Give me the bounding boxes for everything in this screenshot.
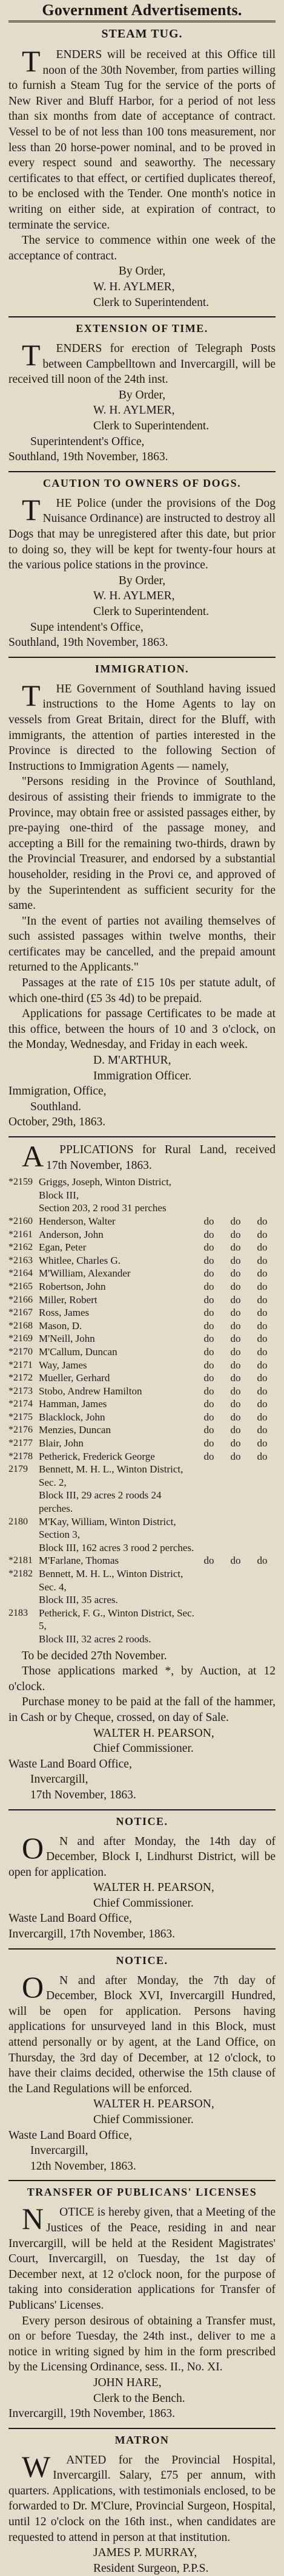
applicant-text: Ross, James [39,1307,90,1319]
table-row [8,1345,276,1359]
applicant-text: Robertson, John [39,1280,106,1292]
table-row [8,1176,276,1202]
applicant-text: Mueller, Gerhard [39,1372,110,1384]
ditto-cell [222,1567,249,1593]
applicant-text: Bennett, M. H. L., Winton District, Sec. 4, [39,1568,183,1593]
immigration-office: Immigration, Office, [8,1085,107,1098]
application-number: *2164 [8,1268,33,1279]
applicant-text: Whitlee, Charles G. [39,1254,121,1266]
ditto-cell: do [203,1372,214,1384]
table-row [8,1423,276,1437]
ditto-cell: do [230,1372,241,1384]
ditto-cell: do [257,1307,268,1319]
table-row [8,1385,276,1398]
notice-2-place: Invercargill, [30,2144,88,2158]
dogs-by-order: By Order, [118,574,166,587]
notice-2-heading: NOTICE. [116,1954,168,1966]
ditto-cell: do [203,1307,214,1319]
dogs-body: THE Police (under the provisions of the Dog Nuisance Ordinance) are instructed to destroy all Dogs that may be unregistered after this date, but prior to doing so, they will be kept for twenty-four hours at the various police stations in the province. [8,492,276,572]
immigration-paragraph-2: "Persons residing in the Province of Southland, desirous of assisting their friends to immigrate to the Province, may obtain free or assisted passages either, by pre-paying one-third of the passage money, and accepting a Bill for the remaining two-thirds, drawn by the Provincial Treasurer, and endorsed by a substantial householder, residing in the Provi ce, and approved of by the Superintendent as sufficient security for the same. [8,775,276,912]
ditto-cell: do [230,1398,241,1410]
application-number: *2166 [8,1294,33,1305]
ditto-cell: do [257,1267,268,1280]
matron-body: WANTED for the Provincial Hospital, Invercargill. Salary, £75 per annum, with quarters. Applications, with testimonials enclosed, to be forwarded to Dr. M'Clure, Provincial Surgeon, Hospital, until 12 o'clock on the 16th inst., when candidates are requested to attend in person at that institution. [8,2449,276,2544]
immigration-paragraph-4: Passages at the rate of £15 10s per statute adult, of which one-third (£5 3s 4d) to be prepaid. [8,977,276,1005]
applicant-text: Blacklock, John [39,1411,105,1423]
ditto-cell: do [257,1254,268,1266]
ditto-cell [196,1607,222,1633]
table-row [8,1515,276,1541]
ditto-cell: do [203,1254,214,1266]
applicant-text: Miller, Robert [39,1293,97,1306]
application-number: *2169 [8,1333,33,1344]
matron-signatory-title: Resident Surgeon, P.P.S. [93,2561,209,2575]
notice-1-body: ON and after Monday, the 14th day of December, Block I, Lindhurst District, will be open for application. [8,1830,276,1879]
immigration-paragraph-5: Applications for passage Certificates to be made at this office, between the hours of 10 and 3 o'clock, on the Monday, Wednesday, and Friday in each week. [8,1007,276,1052]
steam-tug-body: TENDERS will be received at this Office till noon of the 30th November, from parties willing to furnish a Steam Tug for the service of the ports of New River and Bluff Harbor, for a period of not less than six months from date of acceptance of contract. Vessel to be of not less than 100 tons measurement, nor less than 20 horse-power nominal, and to be proved in every respect sound and seaworthy. The necessary certificates to that effect, or certified duplicates thereof, to be enclosed with the Tender. One month's notice in writing on either side, at expiration of contract, to terminate the service. [8,44,276,232]
rural-land-signatory: WALTER H. PEARSON, [93,1726,214,1740]
ditto-cell: do [230,1319,241,1332]
ditto-cell: do [203,1398,214,1410]
rural-land-office: Waste Land Board Office, [8,1757,132,1771]
dogs-heading: CAUTION TO OWNERS OF DOGS. [42,476,242,489]
rural-land-advertisement [8,1139,276,1803]
table-row [8,1607,276,1633]
table-row [8,1567,276,1593]
application-number: *2172 [8,1373,33,1384]
notice-1-signatory-title: Chief Commissioner. [93,1896,194,1910]
ditto-cell [249,1607,276,1633]
publicans-date: Invercargill, 19th November, 1863. [8,2407,176,2421]
notice-lindhurst [8,1815,276,1942]
ditto-cell: do [230,1215,241,1227]
table-row [8,1228,276,1241]
ditto-cell: do [230,1267,241,1280]
application-number: *2163 [8,1255,33,1266]
immigration-paragraph-1: THE Government of Southland having issued instructions to the Home Agents to lay on vessels from Great Britain, direct for the Bluff, with immigrants, the attention of parties interested in the Province is directed to the following Section of Instructions to Immigration Agents — namely, [8,678,276,773]
notice-2-signatory: WALTER H. PEARSON, [93,2098,214,2111]
matron-heading: MATRON [114,2433,170,2446]
table-row [8,1293,276,1307]
notice-invercargill-hundred [8,1954,276,2174]
extension-body: TENDERS for erection of Telegraph Posts between Campbelltown and Invercargill, will be received till noon of the 24th inst. [8,338,276,386]
application-number: *2170 [8,1346,33,1357]
notice-1-office: Waste Land Board Office, [8,1912,132,1925]
extension-of-time-advertisement [8,322,276,465]
table-row [8,1359,276,1372]
ditto-cell: do [257,1215,268,1227]
ditto-cell: do [230,1241,241,1254]
ditto-cell: do [230,1307,241,1319]
immigration-paragraph-3: "In the event of parties not availing themselves of such assisted passages within twelve months, their certificates may be cancelled, and the prepaid amount returned to the Applicants." [8,914,276,974]
ditto-cell: do [203,1385,214,1397]
table-row [8,1306,276,1319]
ditto-cell: do [203,1450,214,1462]
ditto-cell: do [230,1437,241,1449]
applicant-text: Way, James [39,1359,87,1371]
publicans-signatory-title: Clerk to the Bench. [93,2392,185,2405]
dogs-signatory-title: Clerk to Superintendent. [93,605,210,618]
ditto-cell: do [203,1555,214,1567]
divider [8,1809,276,1810]
ditto-cell: do [257,1437,268,1449]
applicant-text: Menzies, Duncan [39,1424,111,1436]
table-row [8,1541,276,1555]
application-number: *2161 [8,1229,33,1240]
applicant-text: Petherick, F. G., Winton District, Sec. 5, [39,1607,194,1632]
table-row [8,1241,276,1254]
applicant-text: Egan, Peter [39,1241,87,1254]
ditto-cell [222,1202,249,1215]
application-number: *2175 [8,1411,33,1422]
rural-land-auction-note: Those applications marked *, by Auction, at 12 o'clock. [8,1665,276,1693]
applicant-text: M'Farlane, Thomas [39,1555,119,1567]
applicant-text: Blair, John [39,1437,84,1449]
ditto-cell: do [257,1372,268,1384]
notice-1-signatory: WALTER H. PEARSON, [93,1881,214,1895]
notice-2-date: 12th November, 1863. [30,2159,136,2173]
applicant-text: M'William, Alexander [39,1267,131,1280]
applicant-text: Hamman, James [39,1398,107,1410]
table-row [8,1593,276,1607]
ditto-cell: do [230,1345,241,1358]
extension-date: Southland, 19th November, 1863. [8,450,168,464]
application-number: *2168 [8,1320,33,1331]
notice-2-signatory-title: Chief Commissioner. [93,2113,194,2126]
table-row [8,1450,276,1463]
ditto-cell: do [203,1319,214,1332]
dogs-date: Southland, 19th November, 1863. [8,636,168,649]
application-number [8,1202,39,1215]
ditto-cell: do [257,1293,268,1306]
steam-tug-signatory-title: Clerk to Superintendent. [93,296,210,309]
ditto-cell [249,1463,276,1489]
immigration-advertisement [8,663,276,1130]
immigration-signatory-title: Immigration Officer. [93,1069,192,1082]
ditto-cell [249,1489,276,1515]
applicant-text: Section 203, 2 rood 31 perches [39,1202,167,1214]
applicant-text: Block III, 162 acres 3 rood 2 perches. [39,1541,194,1553]
table-row [8,1254,276,1267]
publicans-licenses-advertisement [8,2186,276,2421]
divider [8,2180,276,2181]
ditto-cell [222,1463,249,1489]
ditto-cell: do [203,1345,214,1358]
ditto-cell [249,1567,276,1593]
ditto-cell [196,1489,222,1515]
applicant-text: Henderson, Walter [39,1215,116,1227]
ditto-cell: do [257,1319,268,1332]
extension-office: Superintendent's Office, [30,435,145,448]
application-number: *2160 [8,1215,33,1226]
applicant-text: Anderson, John [39,1228,104,1240]
table-row [8,1489,276,1515]
ditto-cell [196,1176,222,1202]
ditto-cell: do [230,1293,241,1306]
application-number: *2173 [8,1385,33,1396]
applicant-text: M'Neill, John [39,1333,95,1345]
application-number: *2178 [8,1451,33,1462]
ditto-cell: do [203,1359,214,1371]
ditto-cell: do [257,1424,268,1436]
rural-land-decision-date: To be decided 27th November. [22,1649,167,1662]
ditto-cell: do [203,1215,214,1227]
application-number: *2159 [8,1177,33,1188]
divider [8,1136,276,1137]
ditto-cell: do [257,1345,268,1358]
applicant-text: Stobo, Andrew Hamilton [39,1385,142,1397]
application-number [8,1593,39,1607]
ditto-cell [222,1489,249,1515]
ditto-cell: do [257,1241,268,1254]
table-row [8,1554,276,1567]
government-advertisements-page [8,0,276,2576]
ditto-cell: do [203,1333,214,1345]
ditto-cell: do [203,1293,214,1306]
table-row [8,1202,276,1215]
applicant-text: Block III, 35 acres. [39,1594,118,1606]
ditto-cell [222,1515,249,1541]
matron-advertisement [8,2434,276,2576]
ditto-cell: do [203,1241,214,1254]
ditto-cell: do [230,1280,241,1292]
application-number [8,1633,39,1646]
divider [8,657,276,658]
notice-1-heading: NOTICE. [116,1815,168,1827]
ditto-cell: do [230,1450,241,1462]
notice-2-office: Waste Land Board Office, [8,2129,132,2142]
ditto-cell: do [230,1333,241,1345]
immigration-heading: IMMIGRATION. [94,662,190,675]
application-number: 2180 [8,1516,28,1527]
applicant-text: Bennett, M. H. L., Winton District, Sec. 2, [39,1463,183,1488]
applicant-text: Block III, 32 acres 2 roods. [39,1633,151,1645]
ditto-cell [196,1515,222,1541]
ditto-cell [249,1202,276,1215]
table-row [8,1371,276,1385]
steam-tug-by-order: By Order, [118,265,166,278]
dogs-advertisement [8,477,276,651]
ditto-cell: do [230,1385,241,1397]
divider [8,316,276,317]
ditto-cell: do [230,1555,241,1567]
ditto-cell: do [230,1424,241,1436]
steam-tug-heading: STEAM TUG. [101,27,183,41]
steam-tug-body-2: The service to commence within one week of the acceptance of contract. [8,234,276,262]
notice-2-body: ON and after Monday, the 7th day of December, Block XVI, Invercargill Hundred, will be open for application. Persons having applications for unsurveyed land in this Block, must attend personally or by agent, at the Land Office, on Thursday, the 3rd day of December, at 12 o'clock, to have their claims decided, otherwise the 15th clause of the Land Regulations will be enforced. [8,1969,276,2095]
table-row [8,1463,276,1489]
ditto-cell: do [203,1280,214,1292]
table-row [8,1267,276,1280]
ditto-cell [249,1593,276,1607]
application-number: *2171 [8,1359,33,1370]
publicans-signatory: JOHN HARE, [93,2376,162,2389]
application-number: *2162 [8,1242,33,1253]
table-row [8,1633,276,1646]
ditto-cell [249,1515,276,1541]
application-number [8,1489,39,1515]
applicant-text: M'Kay, William, Winton District, Section 3, [39,1515,176,1541]
table-row [8,1280,276,1293]
ditto-cell [249,1541,276,1555]
ditto-cell: do [230,1254,241,1266]
ditto-cell [222,1176,249,1202]
publicans-paragraph-2: Every person desirous of obtaining a Transfer must, on or before Tuesday, the 24th inst., deliver to me a notice in writing signed by him in the form prescribed by the Licensing Ordinance, sess. II., No. XI. [8,2314,276,2374]
ditto-cell: do [257,1411,268,1423]
page-title: Government Advertisements. [42,1,242,19]
title-rule [8,21,276,22]
application-number: *2174 [8,1399,33,1410]
ditto-cell [196,1463,222,1489]
dogs-office: Supe intendent's Office, [30,620,144,634]
immigration-signatory: D. M'ARTHUR, [93,1054,171,1067]
applicant-text: Mason, D. [39,1319,82,1332]
ditto-cell: do [257,1555,268,1567]
steam-tug-signatory: W. H. AYLMER, [93,280,175,293]
steam-tug-advertisement [8,27,276,310]
ditto-cell [196,1593,222,1607]
application-number: *2177 [8,1438,33,1449]
publicans-paragraph-1: NOTICE is hereby given, that a Meeting of the Justices of the Peace, residing in and near Invercargill, will be held at the Resident Magistrates' Court, Invercargill, on Tuesday, the 1st day of December next, at 12 o'clock noon, for the purpose of taking into consideration applications for Transfer of Publicans' Licenses. [8,2202,276,2312]
divider [8,1948,276,1950]
ditto-cell: do [257,1228,268,1240]
divider [8,2428,276,2429]
ditto-cell: do [257,1280,268,1292]
application-number: *2182 [8,1569,33,1579]
ditto-cell [196,1633,222,1646]
dogs-signatory: W. H. AYLMER, [93,590,175,603]
ditto-cell [222,1607,249,1633]
application-number: *2181 [8,1555,33,1566]
ditto-cell: do [257,1385,268,1397]
application-number: *2176 [8,1425,33,1436]
application-number [8,1541,39,1555]
extension-heading: EXTENSION OF TIME. [76,322,208,335]
applicant-text: Griggs, Joseph, Winton District, Block III, [39,1176,172,1201]
publicans-heading: TRANSFER OF PUBLICANS' LICENSES [27,2186,257,2199]
rural-land-intro: APPLICATIONS for Rural Land, received 17th November, 1863. [22,1139,276,1173]
table-row [8,1397,276,1411]
ditto-cell [222,1541,249,1555]
ditto-cell: do [257,1450,268,1462]
extension-signatory-title: Clerk to Superintendent. [93,420,210,433]
ditto-cell: do [257,1398,268,1410]
ditto-cell [222,1593,249,1607]
ditto-cell [249,1633,276,1646]
rural-land-place: Invercargill, [30,1773,88,1786]
immigration-date: October, 29th, 1863. [8,1116,106,1129]
ditto-cell: do [203,1437,214,1449]
ditto-cell: do [257,1359,268,1371]
applicant-text: M'Callum, Duncan [39,1345,117,1358]
ditto-cell: do [230,1359,241,1371]
ditto-cell [196,1567,222,1593]
rural-land-applications-table [8,1176,276,1645]
table-row [8,1215,276,1228]
table-row [8,1319,276,1333]
ditto-cell [196,1202,222,1215]
immigration-place: Southland. [30,1100,81,1113]
application-number: *2167 [8,1307,33,1318]
ditto-cell: do [230,1228,241,1240]
ditto-cell: do [203,1267,214,1280]
ditto-cell [196,1541,222,1555]
rural-land-terms: Purchase money to be paid at the fall of the hammer, in Cash or by Cheque, crossed, on day of Sale. [8,1696,276,1724]
ditto-cell [222,1633,249,1646]
notice-1-date: Invercargill, 17th November, 1863. [8,1928,176,1941]
applicant-text: Petherick, Frederick George [39,1450,155,1462]
ditto-cell: do [257,1333,268,1345]
divider [8,471,276,472]
applicant-text: Block III, 29 acres 2 roods 24 perches. [39,1489,162,1515]
ditto-cell [249,1176,276,1202]
application-number: *2165 [8,1281,33,1292]
ditto-cell: do [203,1228,214,1240]
matron-signatory: JAMES P. MURRAY, [93,2546,197,2560]
rural-land-signatory-title: Chief Commissioner. [93,1742,194,1755]
ditto-cell: do [203,1424,214,1436]
table-row [8,1411,276,1424]
extension-by-order: By Order, [118,388,166,402]
application-number: 2183 [8,1607,28,1618]
rural-land-date: 17th November, 1863. [30,1788,136,1801]
ditto-cell: do [203,1411,214,1423]
ditto-cell: do [230,1411,241,1423]
application-number: 2179 [8,1464,28,1475]
table-row [8,1437,276,1450]
table-row [8,1332,276,1345]
extension-signatory: W. H. AYLMER, [93,404,175,417]
